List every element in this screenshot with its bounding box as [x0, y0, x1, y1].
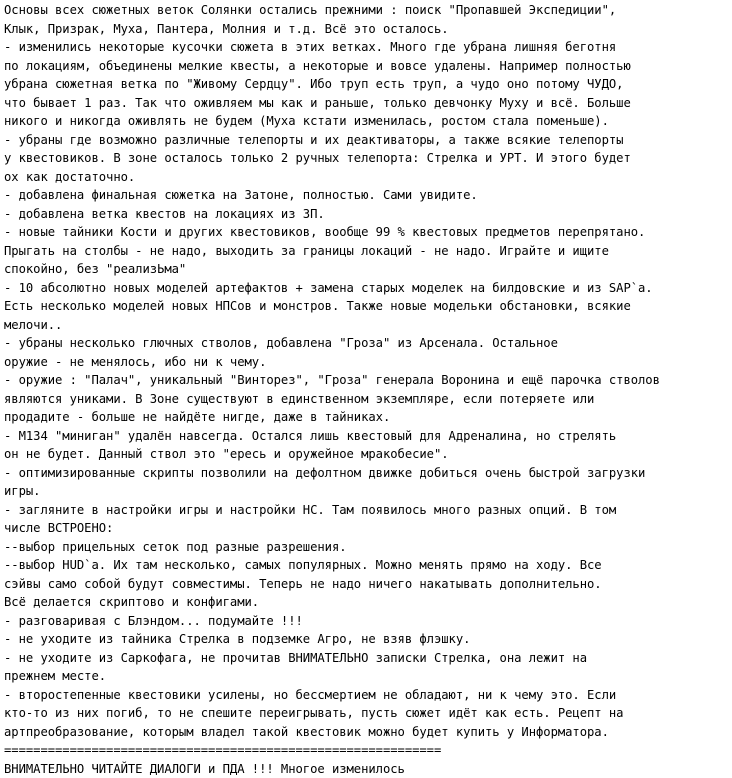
text-line: артпреобразование, которым владел такой квестовик можно будет купить у Информатора. [4, 723, 730, 742]
text-line: сэйвы само собой будут совместимы. Теперь не надо ничего накатывать дополнительно. [4, 575, 730, 594]
text-line: убрана сюжетная ветка по "Живому Сердцу". Ибо труп есть труп, а чудо оно потому ЧУДО, [4, 75, 730, 94]
text-line: Всё делается скриптово и конфигами. [4, 593, 730, 612]
text-line: - изменились некоторые кусочки сюжета в этих ветках. Много где убрана лишняя беготня [4, 38, 730, 57]
text-line: - добавлена ветка квестов на локациях из ЗП. [4, 205, 730, 224]
text-line: - не уходите из Саркофага, не прочитав ВНИМАТЕЛЬНО записки Стрелка, она лежит на [4, 649, 730, 668]
text-line: прежнем месте. [4, 667, 730, 686]
text-line: ============================================================ [4, 741, 730, 760]
text-line: продадите - больше не найдёте нигде, даже в тайниках. [4, 408, 730, 427]
text-line: оружие - не менялось, ибо ни к чему. [4, 353, 730, 372]
text-line: Прыгать на столбы - не надо, выходить за границы локаций - не надо. Играйте и ищите [4, 242, 730, 261]
text-line: что бывает 1 раз. Так что оживляем мы как и раньше, только девчонку Муху и всё. Больше [4, 94, 730, 113]
text-line: по локациям, объединены мелкие квесты, а некоторые и вовсе удалены. Например полностью [4, 57, 730, 76]
document-text [4, 1, 730, 778]
text-line: - оптимизированные скрипты позволили на дефолтном движке добиться очень быстрой загрузки [4, 464, 730, 483]
text-line: Есть несколько моделей новых НПСов и монстров. Также новые модельки обстановки, всякие [4, 297, 730, 316]
text-line: числе ВСТРОЕНО: [4, 519, 730, 538]
text-line: игры. [4, 482, 730, 501]
text-line: - новые тайники Кости и других квестовиков, вообще 99 % квестовых предметов перепрятано. [4, 223, 730, 242]
text-line: - убраны несколько глючных стволов, добавлена "Гроза" из Арсенала. Остальное [4, 334, 730, 353]
text-line: никого и никогда оживлять не будем (Муха кстати изменилась, ростом стала поменьше). [4, 112, 730, 131]
text-line: - загляните в настройки игры и настройки НС. Там появилось много разных опций. В том [4, 501, 730, 520]
text-line: - убраны где возможно различные телепорты и их деактиваторы, а также всякие телепорты [4, 131, 730, 150]
text-line: кто-то из них погиб, то не спешите переигрывать, пусть сюжет идёт как есть. Рецепт на [4, 704, 730, 723]
text-line: - оружие : "Палач", уникальный "Винторез", "Гроза" генерала Воронина и ещё парочка стволов [4, 371, 730, 390]
text-line: Основы всех сюжетных веток Солянки остались прежними : поиск "Пропавшей Экспедиции", [4, 1, 730, 20]
text-line: - второстепенные квестовики усилены, но бессмертием не обладают, ни к чему это. Если [4, 686, 730, 705]
text-line: являются униками. В Зоне существуют в единственном экземпляре, если потеряете или [4, 390, 730, 409]
text-line: Клык, Призрак, Муха, Пантера, Молния и т.д. Всё это осталось. [4, 20, 730, 39]
text-line: ох как достаточно. [4, 168, 730, 187]
text-line: --выбор прицельных сеток под разные разрешения. [4, 538, 730, 557]
text-line: - разговаривая с Блэндом... подумайте !!! [4, 612, 730, 631]
text-line: он не будет. Данный ствол это "ересь и оружейное мракобесие". [4, 445, 730, 464]
text-line: спокойно, без "реализЬма" [4, 260, 730, 279]
text-line: --выбор HUD`а. Их там несколько, самых популярных. Можно менять прямо на ходу. Все [4, 556, 730, 575]
text-line: мелочи.. [4, 316, 730, 335]
text-line: - 10 абсолютно новых моделей артефактов + замена старых моделек на билдовские и из SAP`а. [4, 279, 730, 298]
text-line: - М134 "миниган" удалён навсегда. Остался лишь квестовый для Адреналина, но стрелять [4, 427, 730, 446]
text-line: - не уходите из тайника Стрелка в подземке Агро, не взяв флэшку. [4, 630, 730, 649]
text-line: - добавлена финальная сюжетка на Затоне, полностью. Сами увидите. [4, 186, 730, 205]
text-line: у квестовиков. В зоне осталось только 2 ручных телепорта: Стрелка и УРТ. И этого будет [4, 149, 730, 168]
text-line: ВНИМАТЕЛЬНО ЧИТАЙТЕ ДИАЛОГИ и ПДА !!! Многое изменилось [4, 760, 730, 778]
